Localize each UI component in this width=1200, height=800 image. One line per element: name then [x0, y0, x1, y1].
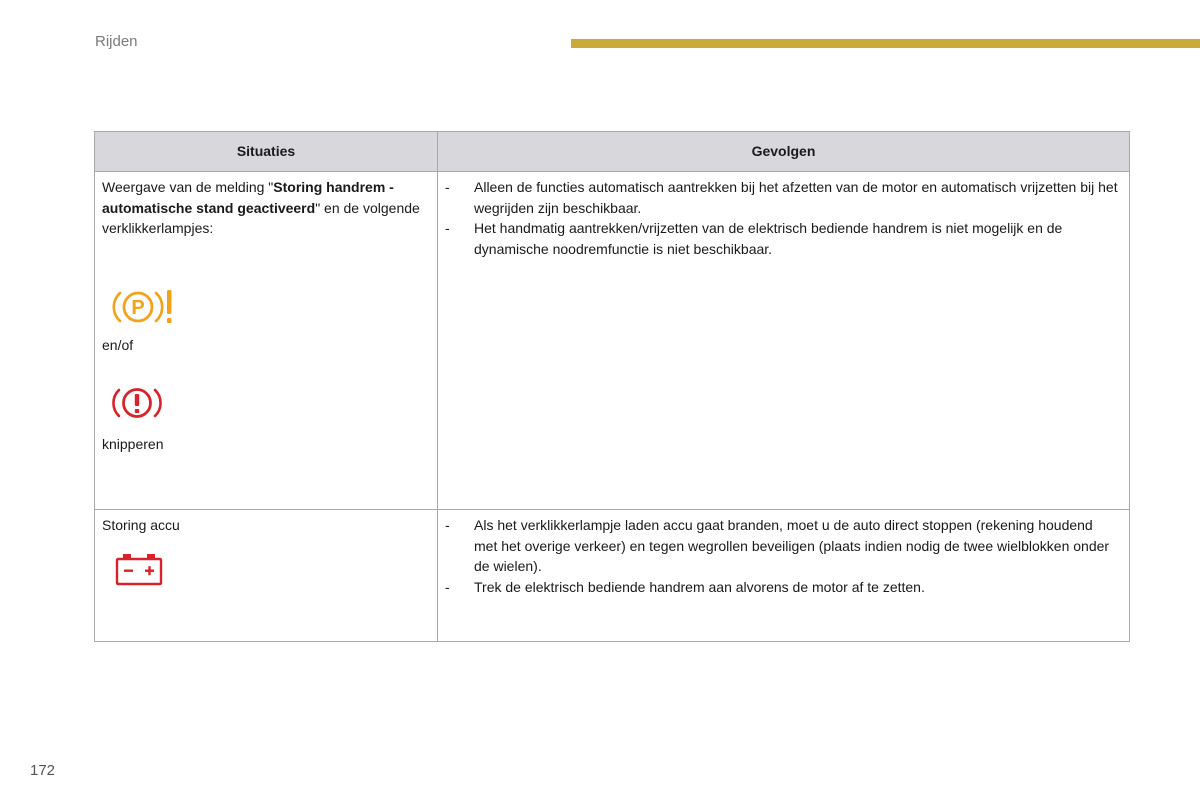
table-row: [95, 172, 1130, 510]
list-item: - Het handmatig aantrekken/vrijzetten van de elektrisch bediende handrem is niet mogelijk en de dynamische noodremfunctie is niet beschikbaar.: [445, 220, 1063, 257]
table-row: [95, 510, 1130, 642]
consequence-cell: [438, 172, 1130, 510]
header-accent-bar: [571, 39, 1200, 48]
svg-text:P: P: [131, 296, 145, 319]
situation-cell: [95, 510, 438, 642]
list-item: - Trek de elektrisch bediende handrem aan alvorens de motor af te zetten.: [445, 578, 925, 595]
page-number: 172: [30, 762, 56, 779]
consequence-list: [445, 177, 1119, 259]
flashing-label: knipperen: [102, 436, 164, 452]
header-situaties: Situaties: [95, 132, 438, 172]
situations-table: [94, 131, 1130, 642]
brake-system-fault-icon: [112, 382, 162, 424]
message-text: Storing handrem - automatische stand geactiveerd: [102, 179, 394, 216]
situation-text: Weergave van de melding "Storing handrem - automatische stand geactiveerd" en de volgende verklikkerlampjes:: [102, 179, 420, 236]
table-header-row: [95, 132, 1130, 172]
consequence-cell: [438, 510, 1130, 642]
battery-charge-warning-icon: [115, 552, 163, 586]
parking-brake-warning-icon: [112, 285, 178, 329]
section-title: Rijden: [95, 33, 138, 50]
situation-cell: [95, 172, 438, 510]
list-item: - Als het verklikkerlampje laden accu gaat branden, moet u de auto direct stoppen (rekening houdend met het overige verkeer) en tegen wegrollen beveiligen (plaats indien nodig de twee wielblokken onder de wielen).: [445, 517, 1110, 574]
situation-text: Storing accu: [102, 517, 180, 533]
consequence-list: [445, 515, 1119, 597]
and-or-label: en/of: [102, 336, 134, 353]
list-item: - Alleen de functies automatisch aantrekken bij het afzetten van de motor en automatisch vrijzetten bij het wegrijden zijn beschikbaar.: [445, 179, 1118, 216]
header-gevolgen: Gevolgen: [438, 132, 1130, 172]
